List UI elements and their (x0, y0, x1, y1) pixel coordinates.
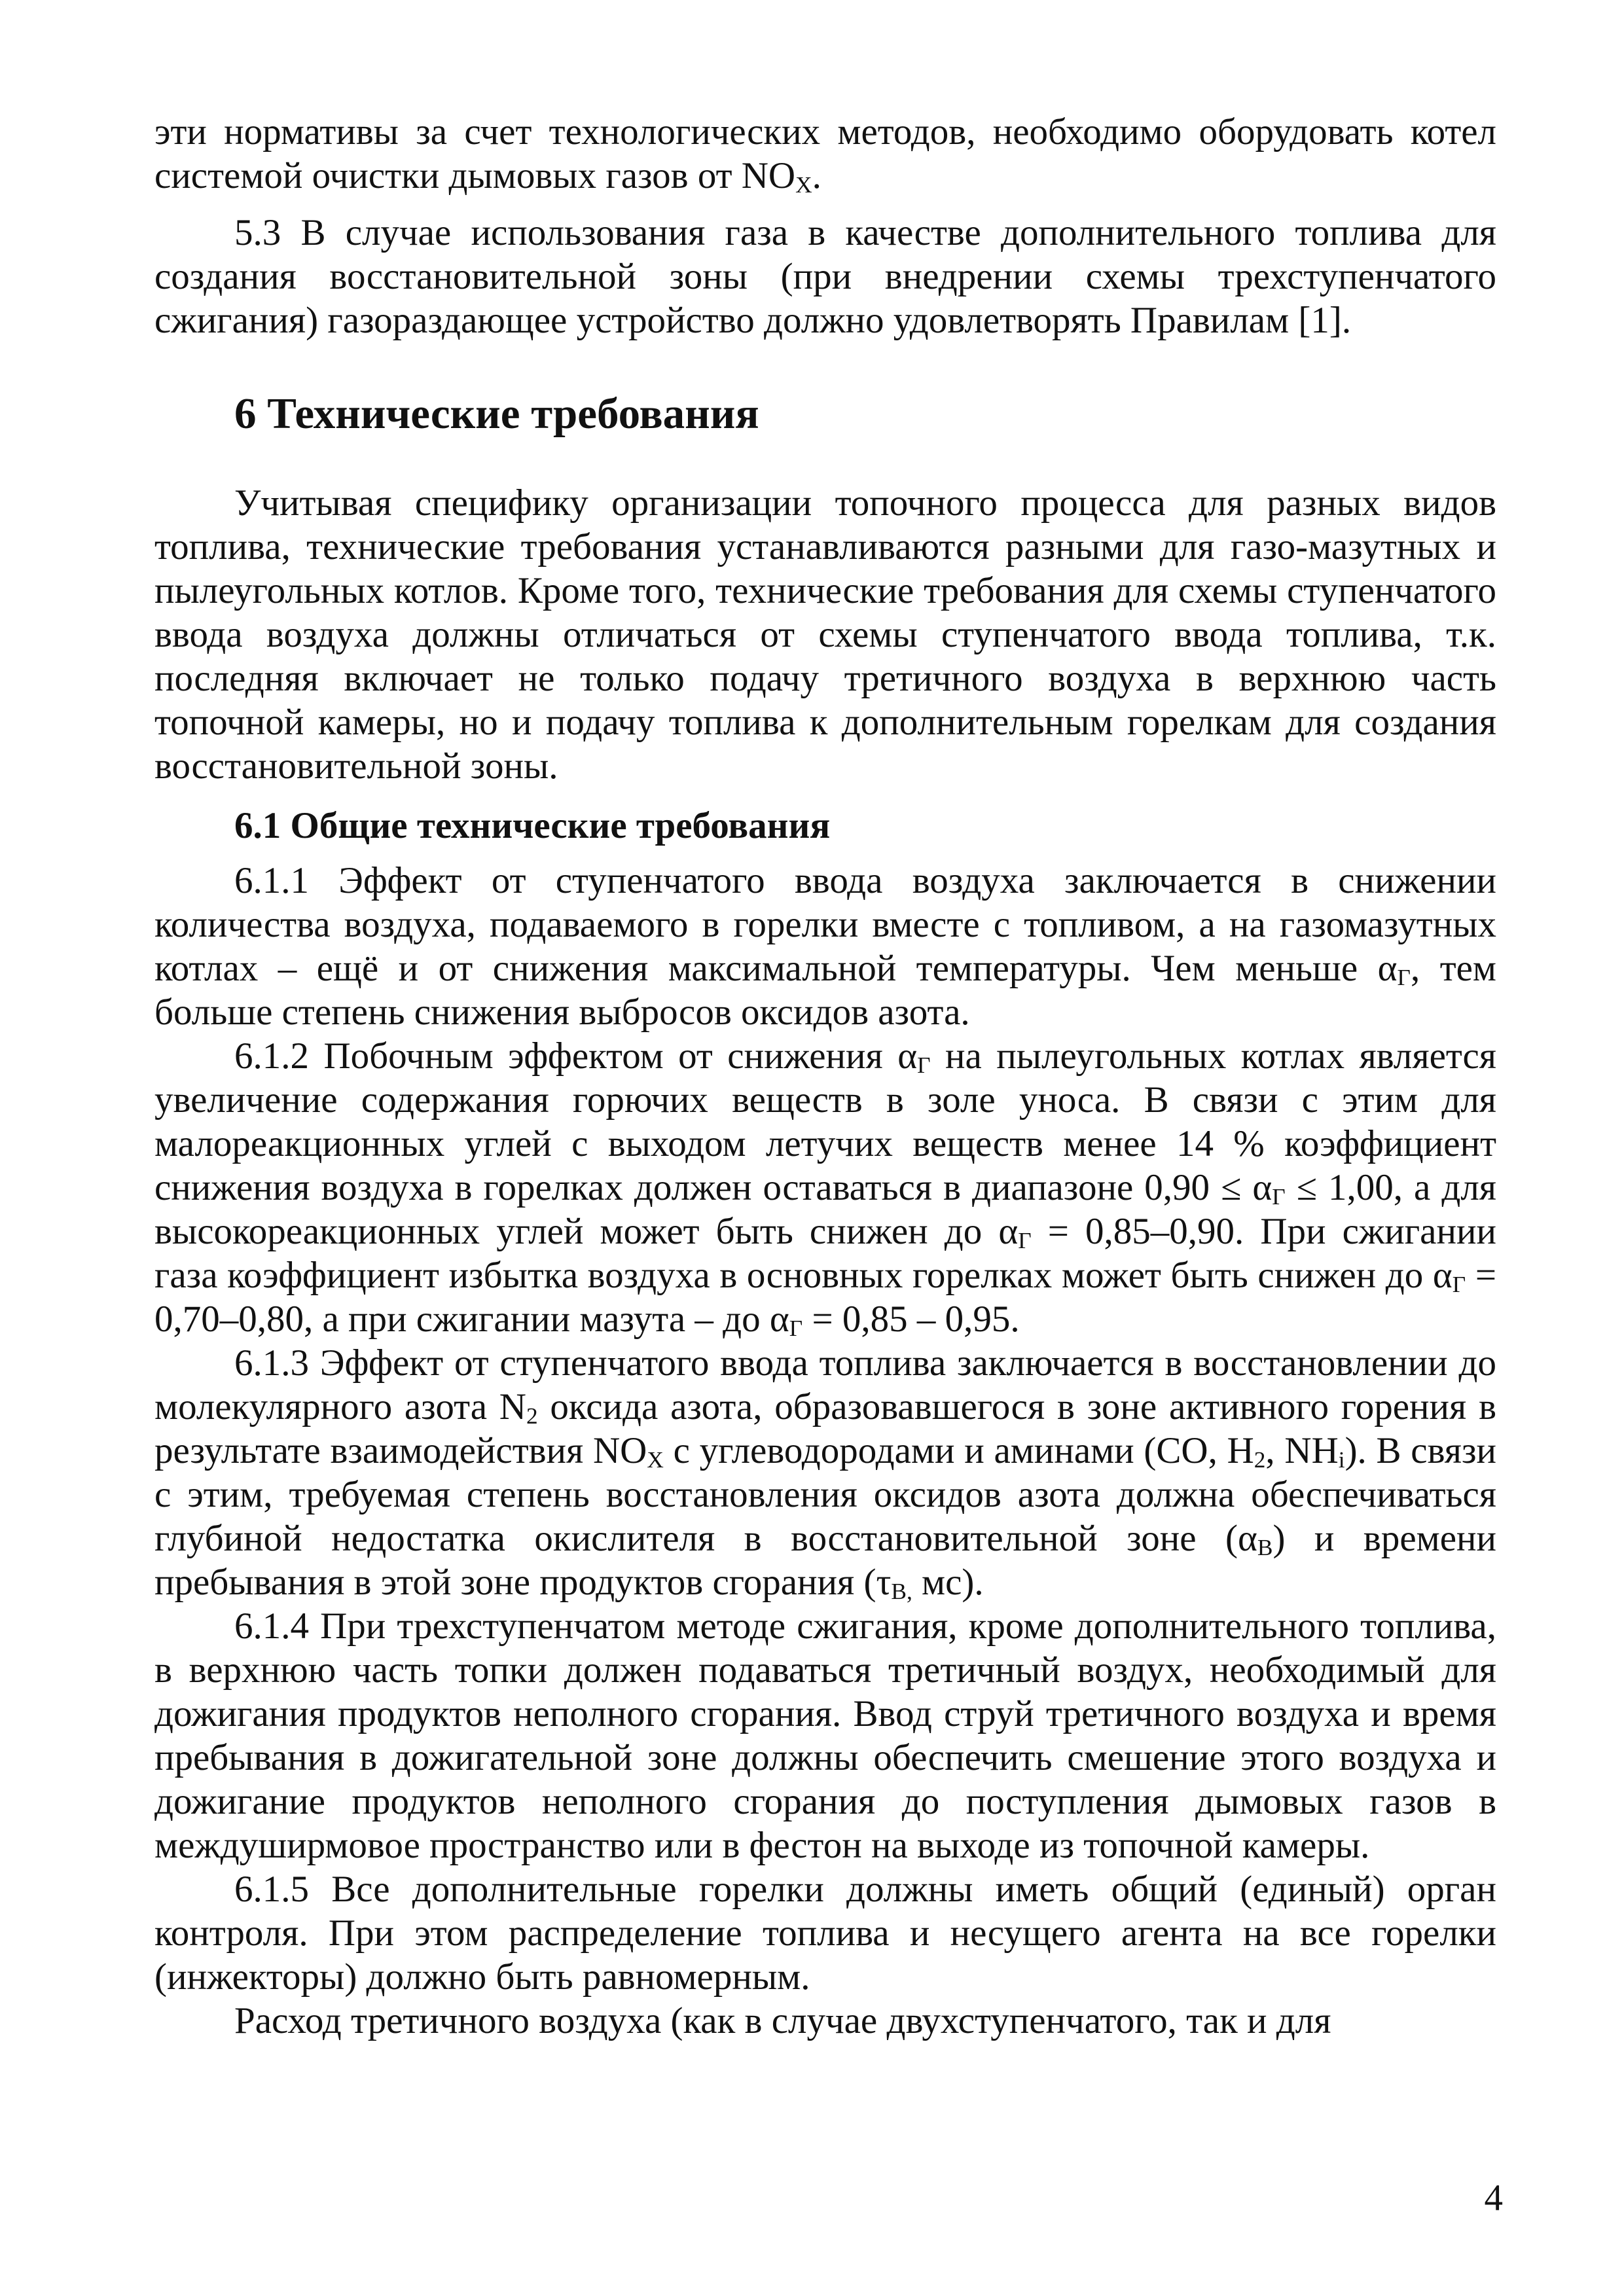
subscript: 2 (526, 1403, 538, 1429)
subscript: 2 (1254, 1447, 1266, 1473)
text-run: , NH (1265, 1430, 1339, 1471)
text-run: = 0,70–0,80, а при сжигании мазута – до α (154, 1255, 1496, 1340)
subscript: В, (891, 1579, 912, 1605)
text-run: 6.1.1 Эффект от ступенчатого ввода воздуха заключается в снижении количества воздуха, подаваемого в горелки вместе с топливом, а на газомазутных котлах – ещё и от снижения максимальной температуры. Чем меньше α (154, 860, 1496, 989)
text-run: ≤ 1,00, а для высокореакционных углей может быть снижен до α (154, 1167, 1496, 1252)
paragraph-6-1-5: 6.1.5 Все дополнительные горелки должны иметь общий (единый) орган контроля. При этом распределение топлива и несущего агента на все горелки (инжекторы) должно быть равномерным. (154, 1869, 1496, 1998)
subscript: Г (1018, 1228, 1032, 1254)
text-run: , тем больше степень снижения выбросов оксидов азота. (154, 948, 1496, 1033)
text-run: на пылеугольных котлах является увеличение содержания горючих веществ в золе уноса. В связи с этим для малореакционных углей с выходом летучих веществ менее 14 % коэффициент снижения воздуха в горелках должен оставаться в диапазоне 0,90 ≤ α (154, 1035, 1496, 1208)
subscript: i (1338, 1447, 1345, 1473)
paragraph-continues-next-page: Расход третичного воздуха (как в случае двухступенчатого, так и для (234, 2000, 1331, 2041)
paragraph-6-1-1 (154, 859, 1496, 1034)
subsection-heading-6-1: 6.1 Общие технические требования (234, 805, 831, 846)
text-run: ) и времени пребывания в этой зоне продуктов сгорания (τ (154, 1518, 1497, 1603)
text-run: = 0,85–0,90. При сжигании газа коэффициент избытка воздуха в основных горелках может быть снижен до α (154, 1211, 1496, 1296)
text-run: 6.1.3 Эффект от ступенчатого ввода топлива заключается в восстановлении до молекулярного азота N (154, 1342, 1496, 1427)
section-heading-6: 6 Технические требования (234, 389, 759, 438)
paragraph-6-1-4: 6.1.4 При трехступенчатом методе сжигания, кроме дополнительного топлива, в верхнюю часть топки должен подаваться третичный воздух, необходимый для дожигания продуктов неполного сгорания. Ввод струй третичного воздуха и время пребывания в дожигательной зоне должны обеспечить смешение этого воздуха и дожигание продуктов неполного сгорания до поступления дымовых газов в междуширмовое пространство или в фестон на выходе из топочной камеры. (154, 1605, 1496, 1866)
subscript: Г (1272, 1184, 1286, 1210)
text-run: с углеводородами и аминами (CO, H (663, 1430, 1254, 1471)
subscript: Г (789, 1316, 803, 1342)
paragraph-6-1-3 (154, 1341, 1496, 1604)
subscript: В (1257, 1535, 1273, 1561)
text-run: оксида азота, образовавшегося в зоне активного горения в результате взаимодействия NO (154, 1386, 1496, 1471)
paragraph-6-intro: Учитывая специфику организации топочного процесса для разных видов топлива, технические требования устанавливаются разными для газо-мазутных и пылеугольных котлов. Кроме того, технические требования для схемы ступенчатого ввода воздуха должны отличаться от схемы ступенчатого ввода топлива, т.к. последняя включает не только подачу третичного воздуха в верхнюю часть топочной камеры, но и подачу топлива к дополнительным горелкам для создания восстановительной зоны. (154, 482, 1496, 787)
subscript: Г (1452, 1272, 1466, 1298)
subscript: X (647, 1447, 664, 1473)
text-run: = 0,85 – 0,95. (803, 1299, 1020, 1340)
paragraph-5-3: 5.3 В случае использования газа в качестве дополнительного топлива для создания восстановительной зоны (при внедрении схемы трехступенчатого сжигания) газораздающее устройство должно удовлетворять Правилам [1]. (154, 212, 1496, 341)
text-run: . (812, 155, 821, 196)
paragraph-continuation (154, 110, 1496, 198)
page-number: 4 (1484, 2178, 1503, 2219)
subscript: X (795, 172, 812, 198)
subscript: Г (917, 1052, 931, 1079)
text-run: эти нормативы за счет технологических методов, необходимо оборудовать котел системой очистки дымовых газов от NO (154, 111, 1496, 196)
text-run: мс). (912, 1562, 984, 1603)
text-run: 6.1.2 Побочным эффектом от снижения α (234, 1035, 918, 1077)
subscript: Г (1397, 965, 1411, 991)
paragraph-6-1-2 (154, 1034, 1496, 1341)
text-run: ). В связи с этим, требуемая степень восстановления оксидов азота должна обеспечиваться глубиной недостатка окислителя в восстановительной зоне (α (154, 1430, 1497, 1559)
page-body (154, 110, 1496, 2043)
